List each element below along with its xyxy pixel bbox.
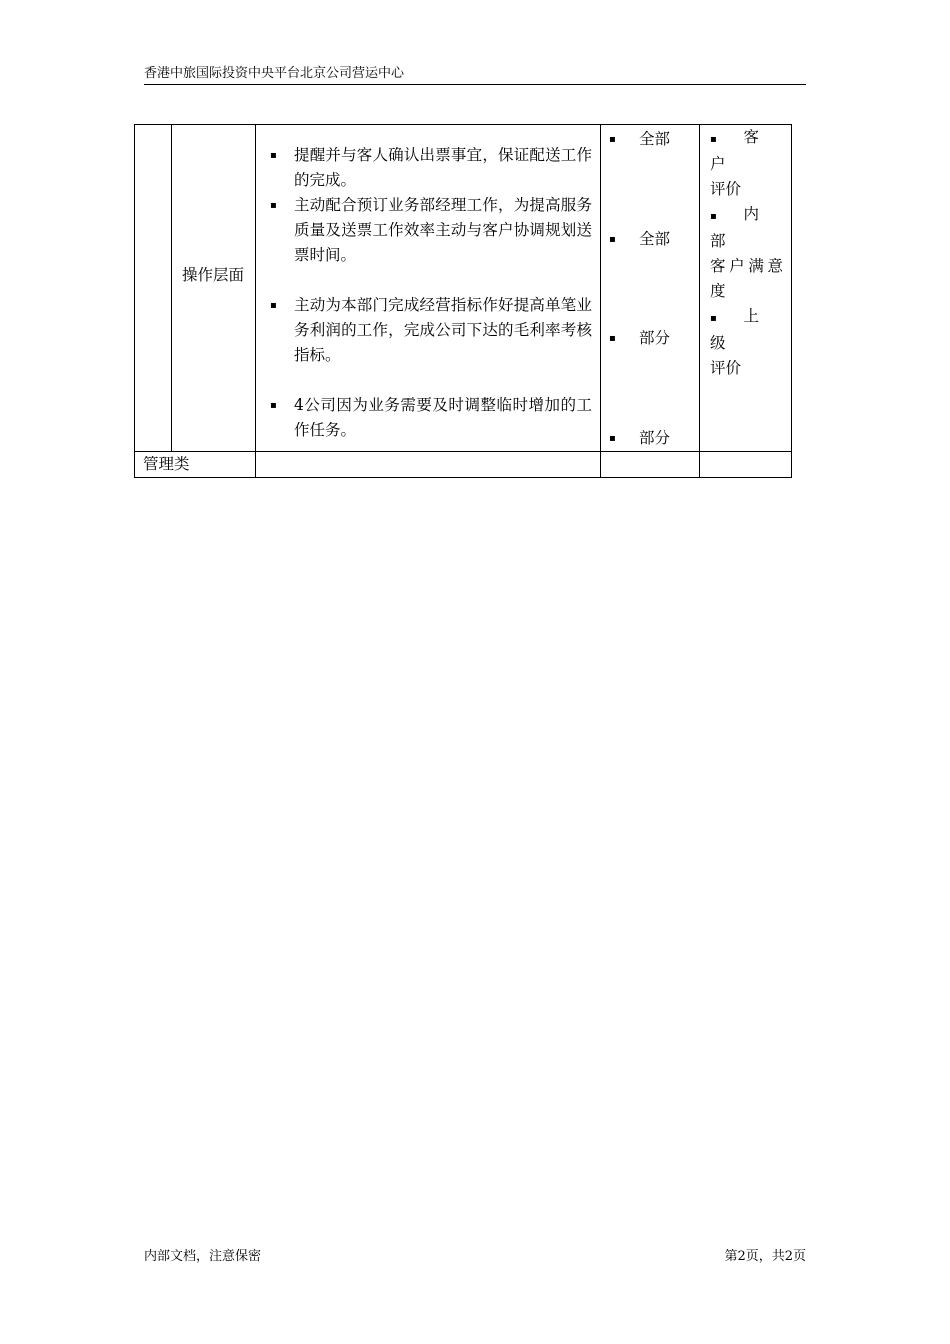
- measure-cell: [700, 125, 792, 452]
- bullet-icon: ▪: [270, 200, 277, 211]
- bullet-icon: ▪: [270, 150, 277, 161]
- duty-text: 4公司因为业务需要及时调整临时增加的工作任务。: [294, 396, 592, 439]
- level-cell: [172, 125, 256, 452]
- table-row-management: [135, 452, 792, 478]
- measure-item: [710, 304, 783, 356]
- duty-text: 提醒并与客人确认出票事宜，保证配送工作的完成。: [294, 146, 592, 189]
- level-label: 操作层面: [182, 266, 245, 284]
- measure-item: [710, 125, 783, 177]
- degree-item: [609, 326, 695, 351]
- footer-confidential: 内部文档，注意保密: [144, 1249, 262, 1264]
- bullet-icon: ▪: [710, 313, 728, 324]
- empty-cell: [700, 452, 792, 478]
- duties-cell: [256, 125, 601, 452]
- degree-item: [609, 227, 695, 252]
- degree-text: 全部: [639, 230, 671, 248]
- empty-cell: [601, 452, 700, 478]
- duties-table: [134, 124, 792, 478]
- bullet-icon: ▪: [710, 134, 728, 145]
- bullet-icon: ▪: [609, 333, 616, 344]
- header-title: 香港中旅国际投资中央平台北京公司营运中心: [144, 66, 405, 81]
- degree-cell: [601, 125, 700, 452]
- bullet-icon: ▪: [270, 400, 277, 411]
- measure-text: 客户: [710, 128, 783, 173]
- management-label-cell: [135, 452, 256, 478]
- degree-item: [609, 127, 695, 152]
- measure-text: 内部: [710, 205, 783, 250]
- measure-line: 评价: [710, 359, 742, 377]
- page-header: [144, 64, 806, 85]
- bullet-icon: ▪: [609, 234, 616, 245]
- page-footer: [144, 1247, 806, 1267]
- measure-item: [710, 202, 783, 254]
- measure-line: 客户满意: [710, 257, 783, 275]
- duty-text: 主动为本部门完成经营指标作好提高单笔业务利润的工作，完成公司下达的毛利率考核指标。: [294, 296, 592, 364]
- bullet-icon: ▪: [609, 433, 616, 444]
- measure-text: 上级: [710, 307, 783, 352]
- duty-text: 主动配合预订业务部经理工作，为提高服务质量及送票工作效率主动与客户协调规划送票时间。: [294, 196, 592, 264]
- measure-line: 度: [710, 282, 726, 300]
- bullet-icon: ▪: [710, 211, 728, 222]
- duty-item: [270, 193, 592, 268]
- degree-text: 全部: [639, 130, 671, 148]
- table-row-operational: [135, 125, 792, 452]
- empty-cell: [256, 452, 601, 478]
- duty-item: [270, 143, 592, 193]
- measure-line: 评价: [710, 180, 742, 198]
- footer-page-number: 第2页，共2页: [724, 1249, 806, 1264]
- degree-text: 部分: [639, 329, 671, 347]
- category-cell-empty: [135, 125, 172, 452]
- duty-item: [270, 393, 592, 443]
- degree-text: 部分: [639, 429, 671, 447]
- bullet-icon: ▪: [609, 134, 616, 145]
- degree-item: [609, 426, 695, 451]
- management-label: 管理类: [143, 455, 190, 473]
- duty-item: [270, 293, 592, 368]
- bullet-icon: ▪: [270, 300, 277, 311]
